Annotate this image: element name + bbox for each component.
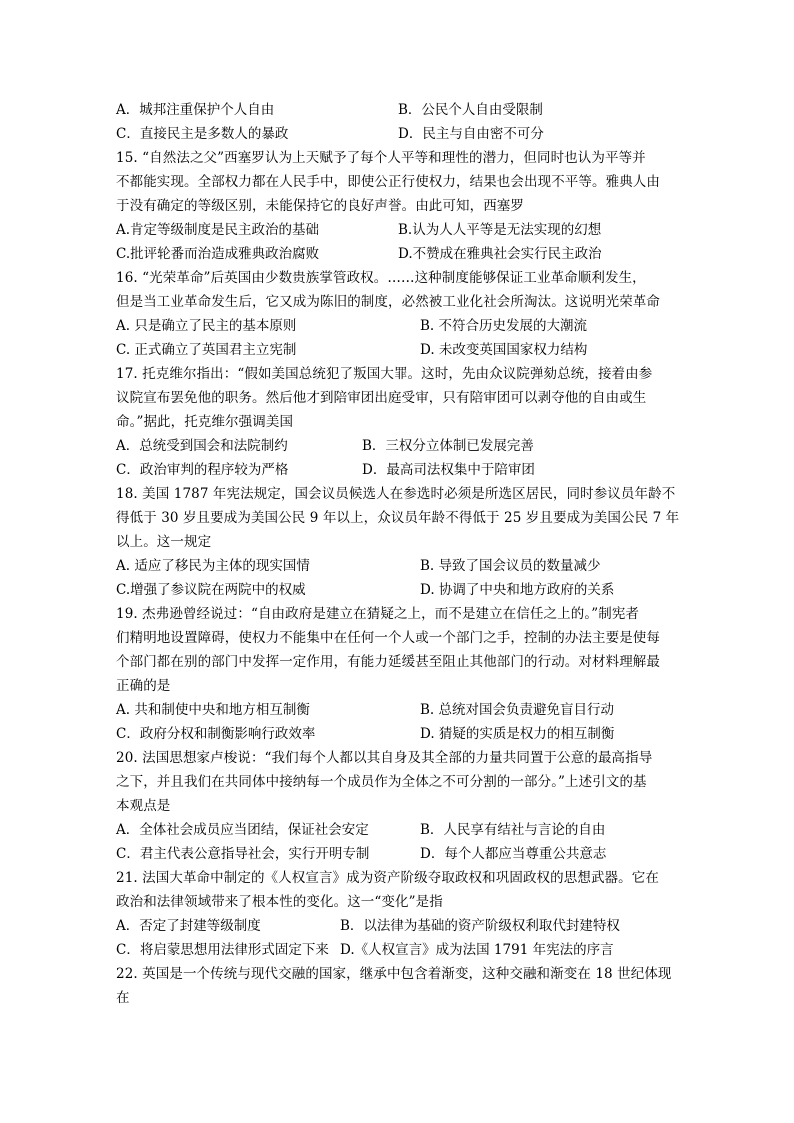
q18-stem-line-2: 得低于 30 岁且要成为美国公民 9 年以上，众议员年龄不得低于 25 岁且要成为美国公民 7 年 — [116, 510, 680, 526]
q17-option-c[interactable]: C．政治审判的程序较为严格 — [116, 462, 289, 478]
q15-option-d[interactable]: D.不赞成在雅典社会实行民主政治 — [398, 246, 602, 262]
q17-stem-line-1: 17. 托克维尔指出：“假如美国总统犯了叛国大罪。这时，先由众议院弹劾总统，接着由参 — [116, 366, 653, 382]
q17-option-b[interactable]: B．三权分立体制已发展完善 — [362, 438, 534, 454]
q22-stem-line-2: 在 — [116, 990, 130, 1006]
q21-option-d[interactable]: D.《人权宣言》成为法国 1791 年宪法的序言 — [340, 942, 614, 958]
q15-stem-line-2: 不都能实现。全部权力都在人民手中，即使公正行使权力，结果也会出现不平等。雅典人由 — [116, 174, 660, 190]
q20-stem-line-3: 本观点是 — [116, 798, 171, 814]
q14-option-c[interactable]: C．直接民主是多数人的暴政 — [116, 126, 289, 142]
q16-option-b[interactable]: B. 不符合历史发展的大潮流 — [420, 318, 588, 334]
q21-option-b[interactable]: B．以法律为基础的资产阶级权利取代封建特权 — [340, 918, 620, 934]
q19-option-c[interactable]: C．政府分权和制衡影响行政效率 — [116, 726, 316, 742]
q17-option-d[interactable]: D．最高司法权集中于陪审团 — [362, 462, 535, 478]
q14-option-b[interactable]: B．公民个人自由受限制 — [398, 102, 543, 118]
q17-stem-line-3: 命。”据此，托克维尔强调美国 — [116, 414, 294, 430]
q20-stem-line-2: 之下，并且我们在共同体中接纳每一个成员作为全体之不可分割的一部分。”上述引文的基 — [116, 774, 647, 790]
q19-option-d[interactable]: D. 猜疑的实质是权力的相互制衡 — [420, 726, 615, 742]
q21-option-a[interactable]: A．否定了封建等级制度 — [116, 918, 261, 934]
q16-option-a[interactable]: A. 只是确立了民主的基本原则 — [116, 318, 297, 334]
q19-stem-line-4: 正确的是 — [116, 678, 171, 694]
q16-stem-line-2: 但是当工业革命发生后，它又成为陈旧的制度，必然被工业化社会所淘汰。这说明光荣革命 — [116, 294, 660, 310]
q22-stem-line-1: 22. 英国是一个传统与现代交融的国家，继承中包含着渐变，这种交融和渐变在 18 世纪体现 — [116, 966, 672, 982]
q20-option-b[interactable]: B．人民享有结社与言论的自由 — [420, 822, 606, 838]
q19-stem-line-3: 个部门都在别的部门中发挥一定作用，有能力延缓甚至阻止其他部门的行动。对材料理解最 — [116, 654, 660, 670]
q21-stem-line-1: 21. 法国大革命中制定的《人权宣言》成为资产阶级夺取政权和巩固政权的思想武器。它在 — [116, 870, 659, 886]
q21-option-c[interactable]: C．将启蒙思想用法律形式固定下来 — [116, 942, 329, 958]
q15-option-b[interactable]: B.认为人人平等是无法实现的幻想 — [398, 222, 602, 238]
q20-option-c[interactable]: C．君主代表公意指导社会，实行开明专制 — [116, 846, 370, 862]
q15-stem-line-3: 于没有确定的等级区别，未能保持它的良好声誉。由此可知，西塞罗 — [116, 198, 524, 214]
q19-option-a[interactable]: A. 共和制使中央和地方相互制衡 — [116, 702, 310, 718]
q20-option-d[interactable]: D．每个人都应当尊重公共意志 — [420, 846, 607, 862]
q18-option-c[interactable]: C.增强了参议院在两院中的权威 — [116, 582, 306, 598]
q15-stem-line-1: 15. “自然法之父”西塞罗认为上天赋予了每个人平等和理性的潜力，但同时也认为平等并 — [116, 150, 646, 166]
q21-stem-line-2: 政治和法律领域带来了根本性的变化。这一“变化”是指 — [116, 894, 443, 910]
q16-stem-line-1: 16. “光荣革命”后英国由少数贵族掌管政权。……这种制度能够保证工业革命顺利发生， — [116, 270, 646, 286]
q15-option-c[interactable]: C.批评轮番而治造成雅典政治腐败 — [116, 246, 320, 262]
q17-stem-line-2: 议院宣布罢免他的职务。然后他才到陪审团出庭受审，只有陪审团可以剥夺他的自由或生 — [116, 390, 647, 406]
q20-option-a[interactable]: A．全体社会成员应当团结，保证社会安定 — [116, 822, 369, 838]
q16-option-c[interactable]: C. 正式确立了英国君主立宪制 — [116, 342, 297, 358]
q18-stem-line-3: 以上。这一规定 — [116, 534, 212, 550]
q18-stem-line-1: 18. 美国 1787 年宪法规定，国会议员候选人在参选时必须是所选区居民，同时参议员年龄不 — [116, 486, 676, 502]
q18-option-b[interactable]: B. 导致了国会议员的数量减少 — [420, 558, 601, 574]
q19-stem-line-2: 们精明地设置障碍，使权力不能集中在任何一个人或一个部门之手，控制的办法主要是使每 — [116, 630, 660, 646]
q18-option-a[interactable]: A. 适应了移民为主体的现实国情 — [116, 558, 310, 574]
q20-stem-line-1: 20. 法国思想家卢梭说：“我们每个人都以其自身及其全部的力量共同置于公意的最高指导 — [116, 750, 653, 766]
q18-option-d[interactable]: D. 协调了中央和地方政府的关系 — [420, 582, 615, 598]
q19-stem-line-1: 19. 杰弗逊曾经说过：“自由政府是建立在猜疑之上，而不是建立在信任之上的。”制宪者 — [116, 606, 640, 622]
q14-option-d[interactable]: D．民主与自由密不可分 — [398, 126, 544, 142]
q17-option-a[interactable]: A．总统受到国会和法院制约 — [116, 438, 288, 454]
q15-option-a[interactable]: A.肯定等级制度是民主政治的基础 — [116, 222, 320, 238]
q19-option-b[interactable]: B. 总统对国会负责避免盲目行动 — [420, 702, 615, 718]
q16-option-d[interactable]: D. 未改变英国国家权力结构 — [420, 342, 588, 358]
q14-option-a[interactable]: A．城邦注重保护个人自由 — [116, 102, 275, 118]
